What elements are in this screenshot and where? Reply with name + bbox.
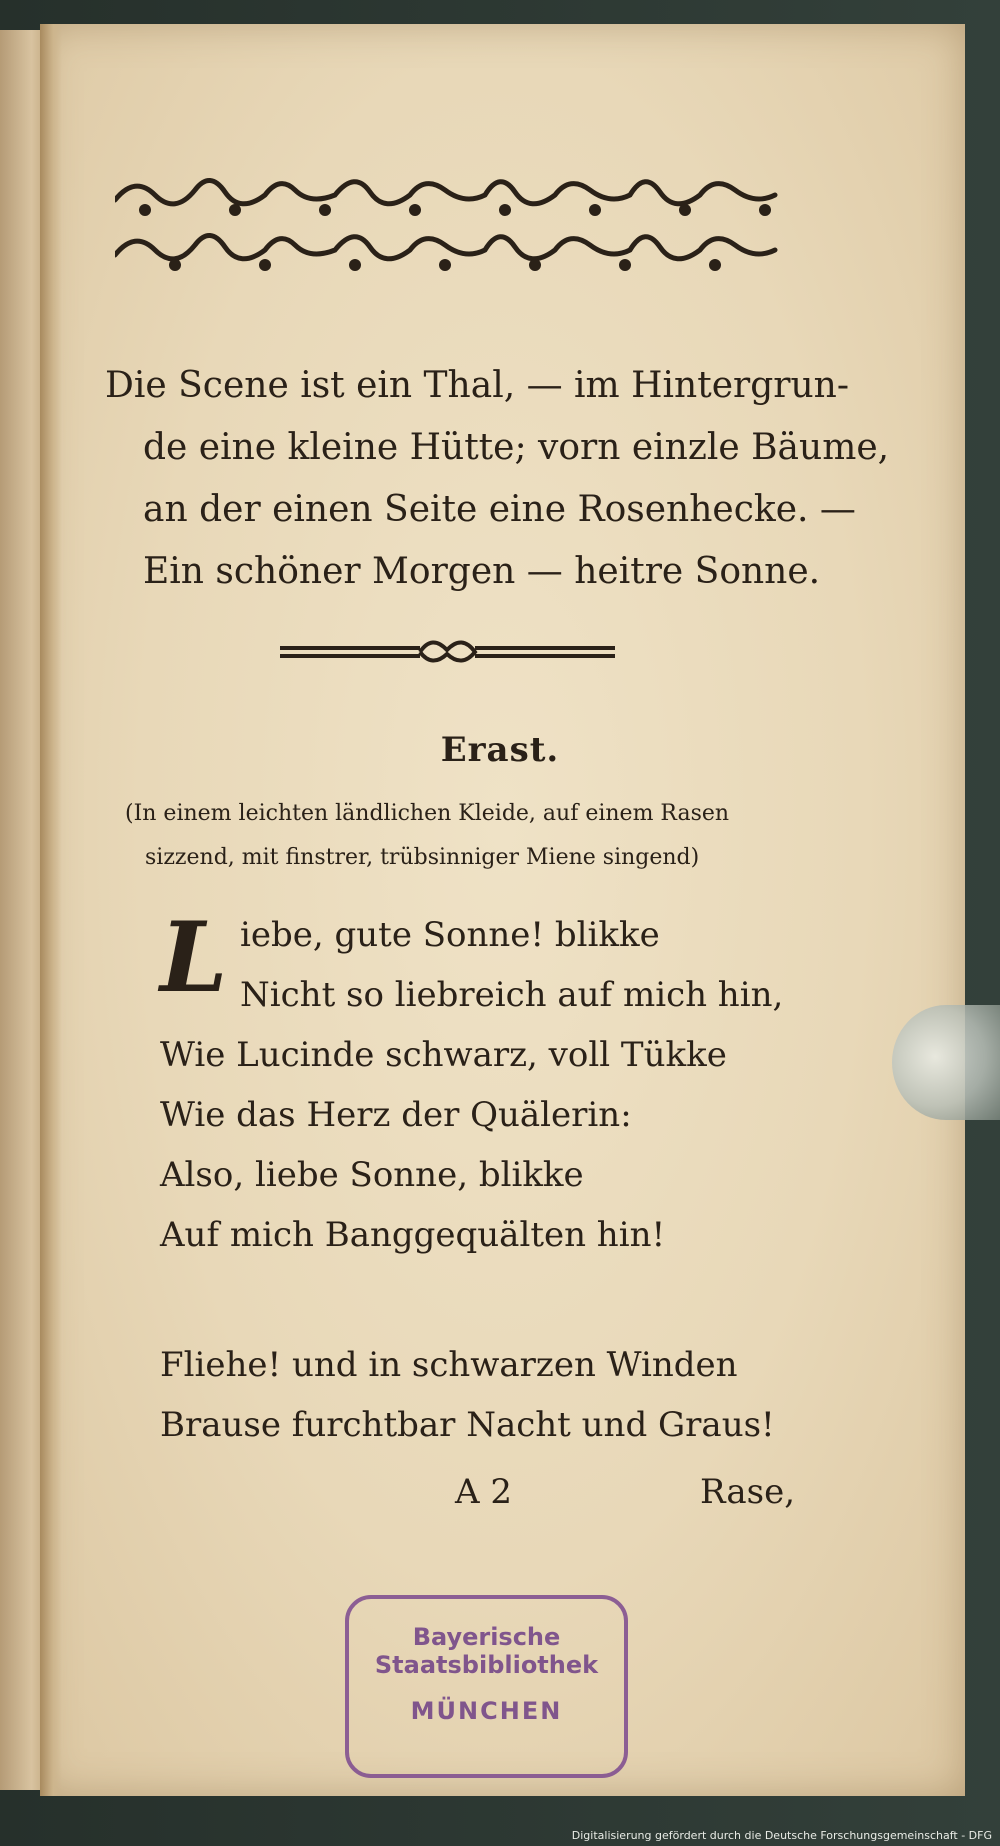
speaker-name: Erast. <box>440 730 560 770</box>
signature-mark: A 2 <box>455 1472 512 1512</box>
verse-line: Wie Lucinde schwarz, voll Tükke <box>160 1035 727 1075</box>
page-gutter <box>40 24 62 1796</box>
verse-line: Fliehe! und in schwarzen Winden <box>160 1345 738 1385</box>
scene-description <box>105 355 890 603</box>
scene-line-3: an der einen Seite eine Rosenhecke. — <box>143 489 856 530</box>
verse-line: iebe, gute Sonne! blikke <box>240 915 660 955</box>
stage-line-2: sizzend, mit finstrer, trübsinniger Miene singend) <box>145 845 700 870</box>
scene-line-1: Die Scene ist ein Thal, — im Hintergrun- <box>105 365 849 406</box>
library-stamp <box>345 1595 628 1778</box>
digitization-credit: Digitalisierung gefördert durch die Deutsche Forschungsgemeinschaft - DFG <box>571 1829 992 1842</box>
stage-direction <box>125 792 805 880</box>
verse-stanza-2 <box>160 1335 800 1455</box>
verse-line: Auf mich Banggequälten hin! <box>160 1215 666 1255</box>
facing-page-edge <box>0 30 45 1790</box>
verse-line: Wie das Herz der Quälerin: <box>160 1095 632 1135</box>
stamp-line-1: Bayerische <box>412 1623 561 1651</box>
verse-stanza-1 <box>160 901 800 1265</box>
scene-line-2: de eine kleine Hütte; vorn einzle Bäume, <box>143 427 890 468</box>
stage-line-1: (In einem leichten ländlichen Kleide, auf einem Rasen <box>125 801 730 826</box>
stamp-line-3: MÜNCHEN <box>410 1697 563 1725</box>
verse-line: Brause furchtbar Nacht und Graus! <box>160 1405 775 1445</box>
page-clip <box>892 1005 1000 1120</box>
scene-line-4: Ein schöner Morgen — heitre Sonne. <box>143 551 821 592</box>
divider-ornament <box>280 630 615 670</box>
catchword: Rase, <box>700 1472 796 1512</box>
drop-capital: L <box>160 901 228 1014</box>
stamp-line-2: Staatsbibliothek <box>374 1651 599 1679</box>
verse-line: Also, liebe Sonne, blikke <box>160 1155 584 1195</box>
verse-line: Nicht so liebreich auf mich hin, <box>240 975 784 1015</box>
head-ornament <box>115 170 785 285</box>
